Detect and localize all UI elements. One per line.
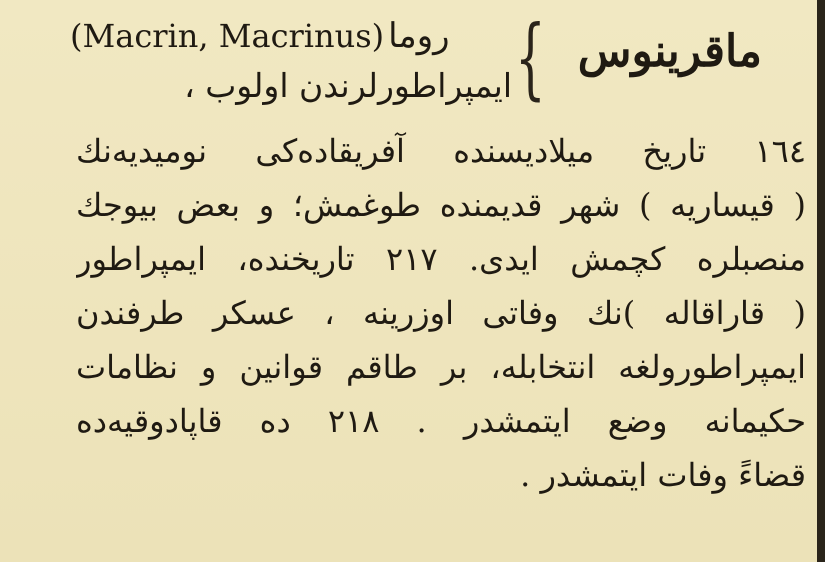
region-name: روما xyxy=(388,16,450,56)
body-line: ایمپراطورولغه انتخابله، بر طاقم قوانین و نظامات xyxy=(76,348,806,386)
body-line: حکیمانه وضع ایتمشدر . ٢١٨ ده قاپادوقیه‌ده xyxy=(76,402,806,440)
body-line: قضاءً وفات ایتمشدر . xyxy=(520,456,806,494)
body-line: منصبلره کچمش ایدی. ٢١٧ تاریخنده، ایمپراطور xyxy=(76,240,806,278)
header-line-2: ایمپراطورلرندن اولوب ، xyxy=(184,66,512,105)
header-line-1 xyxy=(70,16,450,56)
page-edge-rule xyxy=(817,0,825,562)
headword: ماقرینوس xyxy=(577,26,762,77)
body-line: ١٦٤ تاریخ میلادیسنده آفریقاده‌کی نومیدیه‌نك xyxy=(76,132,806,170)
body-line: ( قاراقاله )نك وفاتی اوزرینه ، عسکر طرفندن xyxy=(76,294,806,332)
entry-header xyxy=(60,6,780,116)
curly-brace: { xyxy=(515,6,546,109)
latin-name: (Macrin, Macrinus) xyxy=(70,17,385,55)
body-line: ( قیساریه ) شهر قدیمنده طوغمش؛ و بعض بیوجك xyxy=(76,186,806,224)
entry-body xyxy=(76,124,806,502)
